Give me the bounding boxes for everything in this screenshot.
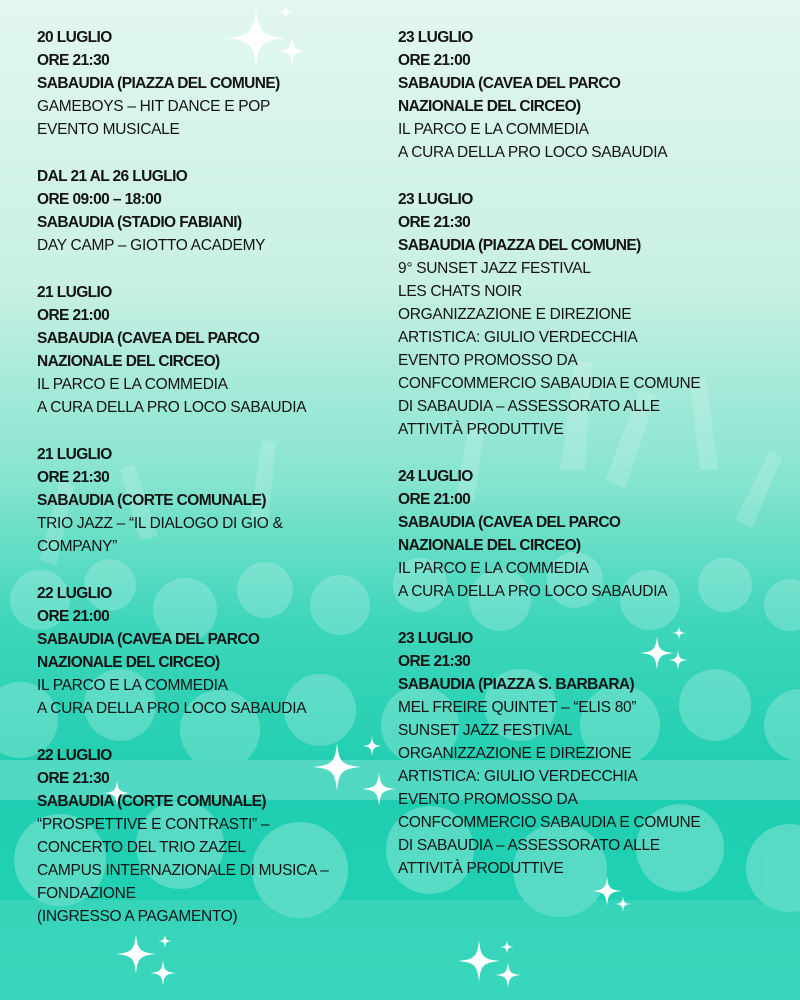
event-location: SABAUDIA (STADIO FABIANI) [37,214,242,231]
event-detail: CONFCOMMERCIO SABAUDIA E COMUNE [398,375,701,392]
event-location: SABAUDIA (CORTE COMUNALE) [37,793,266,810]
event-detail: A CURA DELLA PRO LOCO SABAUDIA [37,399,307,416]
event-time: ORE 21:30 [37,469,110,486]
event-detail: IL PARCO E LA COMMEDIA [398,121,589,138]
event-time: ORE 09:00 – 18:00 [37,191,162,208]
event-detail: (INGRESSO A PAGAMENTO) [37,908,238,925]
event-detail: MEL FREIRE QUINTET – “ELIS 80” [398,699,637,716]
event-date: 21 LUGLIO [37,284,112,301]
left-event-column [37,26,382,952]
event-date: 23 LUGLIO [398,29,473,46]
event-detail: 9° SUNSET JAZZ FESTIVAL [398,260,591,277]
event-detail: A CURA DELLA PRO LOCO SABAUDIA [37,700,307,717]
event-time: ORE 21:30 [398,653,471,670]
event-block [398,188,793,441]
event-block [398,26,793,164]
sparkle-icon [278,4,294,20]
event-location: SABAUDIA (CAVEA DEL PARCO [37,330,260,347]
event-detail: SUNSET JAZZ FESTIVAL [398,722,573,739]
event-location: SABAUDIA (CORTE COMUNALE) [37,492,266,509]
event-time: ORE 21:30 [37,770,110,787]
event-location: SABAUDIA (PIAZZA DEL COMUNE) [37,75,280,92]
event-date: DAL 21 AL 26 LUGLIO [37,168,188,185]
event-time: ORE 21:30 [398,214,471,231]
event-time: ORE 21:30 [37,52,110,69]
event-block [398,627,793,880]
event-detail: ATTIVITÀ PRODUTTIVE [398,421,564,438]
event-location: NAZIONALE DEL CIRCEO) [37,654,220,671]
event-detail: EVENTO MUSICALE [37,121,180,138]
event-date: 20 LUGLIO [37,29,112,46]
event-detail: COMPANY” [37,538,117,555]
event-location: SABAUDIA (CAVEA DEL PARCO [398,75,621,92]
event-date: 23 LUGLIO [398,630,473,647]
event-location: SABAUDIA (CAVEA DEL PARCO [37,631,260,648]
event-detail: DI SABAUDIA – ASSESSORATO ALLE [398,398,660,415]
event-block [37,443,382,558]
event-detail: EVENTO PROMOSSO DA [398,352,578,369]
event-detail: IL PARCO E LA COMMEDIA [398,560,589,577]
event-detail: A CURA DELLA PRO LOCO SABAUDIA [398,583,668,600]
event-time: ORE 21:00 [37,307,110,324]
event-block [398,465,793,603]
event-time: ORE 21:00 [398,491,471,508]
right-event-column [398,26,793,904]
event-date: 21 LUGLIO [37,446,112,463]
event-location: SABAUDIA (PIAZZA DEL COMUNE) [398,237,641,254]
event-detail: ATTIVITÀ PRODUTTIVE [398,860,564,877]
event-date: 22 LUGLIO [37,585,112,602]
event-detail: IL PARCO E LA COMMEDIA [37,376,228,393]
event-date: 22 LUGLIO [37,747,112,764]
event-detail: “PROSPETTIVE E CONTRASTI” – [37,816,270,833]
event-detail: ORGANIZZAZIONE E DIREZIONE [398,306,632,323]
event-detail: LES CHATS NOIR [398,283,522,300]
event-date: 24 LUGLIO [398,468,473,485]
event-block [37,281,382,419]
event-location: NAZIONALE DEL CIRCEO) [398,537,581,554]
event-location: SABAUDIA (CAVEA DEL PARCO [398,514,621,531]
event-detail: DI SABAUDIA – ASSESSORATO ALLE [398,837,660,854]
event-detail: ARTISTICA: GIULIO VERDECCHIA [398,768,638,785]
event-block [37,744,382,928]
event-detail: ARTISTICA: GIULIO VERDECCHIA [398,329,638,346]
event-detail: CAMPUS INTERNAZIONALE DI MUSICA – [37,862,329,879]
event-detail: EVENTO PROMOSSO DA [398,791,578,808]
event-detail: DAY CAMP – GIOTTO ACADEMY [37,237,266,254]
event-detail: FONDAZIONE [37,885,136,902]
sparkle-icon [458,940,500,982]
sparkle-icon [150,960,176,986]
event-detail: GAMEBOYS – HIT DANCE E POP [37,98,271,115]
event-location: SABAUDIA (PIAZZA S. BARBARA) [398,676,635,693]
event-block [37,582,382,720]
event-detail: CONCERTO DEL TRIO ZAZEL [37,839,246,856]
sparkle-icon [500,940,514,954]
event-date: 23 LUGLIO [398,191,473,208]
event-time: ORE 21:00 [37,608,110,625]
event-location: NAZIONALE DEL CIRCEO) [398,98,581,115]
event-time: ORE 21:00 [398,52,471,69]
sparkle-icon [495,962,521,988]
event-block [37,26,382,141]
event-detail: TRIO JAZZ – “IL DIALOGO DI GIO & [37,515,283,532]
event-detail: ORGANIZZAZIONE E DIREZIONE [398,745,632,762]
event-detail: CONFCOMMERCIO SABAUDIA E COMUNE [398,814,701,831]
event-detail: IL PARCO E LA COMMEDIA [37,677,228,694]
event-detail: A CURA DELLA PRO LOCO SABAUDIA [398,144,668,161]
event-location: NAZIONALE DEL CIRCEO) [37,353,220,370]
event-block [37,165,382,257]
